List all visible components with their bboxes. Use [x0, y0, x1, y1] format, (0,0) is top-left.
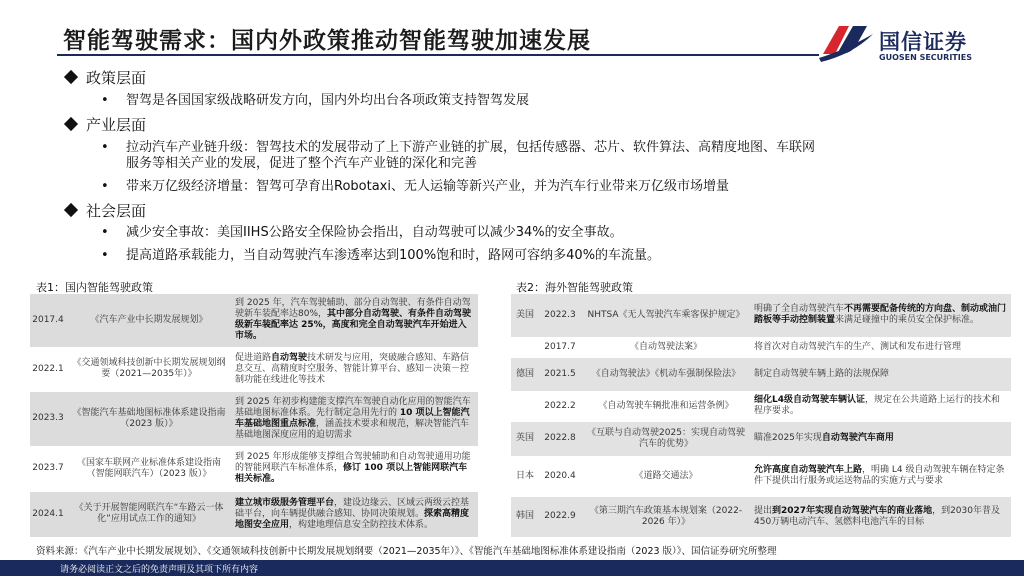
country — [511, 391, 539, 421]
description-bold-run: 不再需要配备传统的方向盘、制动或油门踏板等手动控制装置 — [754, 304, 1007, 326]
policy-name: 《关于开展智能网联汽车“车路云一体化”应用试点工作的通知》 — [66, 491, 232, 537]
description-run: ，明确 L4 级自动驾驶车辆在特定条件下提供出行服务或运送物品的实施方式与要求 — [754, 465, 1005, 486]
table2-caption: 表2：海外智能驾驶政策 — [516, 281, 633, 294]
overseas-policy-table — [511, 294, 1011, 538]
description-bold-run: 自动驾驶 — [271, 352, 308, 363]
policy-description — [751, 337, 1011, 357]
description-bold-run: 探索高精度地图安全应用 — [235, 508, 470, 530]
bullet-dot: • — [101, 225, 109, 240]
country: 美国 — [511, 294, 539, 337]
title-divider — [57, 54, 819, 56]
description-run: 瞄准2025年实现 — [754, 433, 822, 443]
section-heading-text: 社会层面 — [86, 202, 147, 220]
policy-description — [232, 391, 478, 446]
bullet-dot: • — [101, 140, 109, 155]
country — [511, 337, 539, 357]
policy-year: 2022.1 — [30, 347, 66, 391]
diamond-bullet-icon — [64, 203, 78, 217]
table-row — [30, 446, 478, 491]
country: 日本 — [511, 456, 539, 496]
description-bold-run: 到2027年实现自动驾驶汽车的商业落地 — [772, 505, 933, 516]
description-bold-run: 自动驾驶汽车商用 — [821, 433, 894, 443]
policy-year: 2017.4 — [30, 294, 66, 347]
bullet-text: 智驾是各国国家级战略研发方向，国内外均出台各项政策支持智驾发展 — [126, 93, 530, 108]
description-bold-run: 允许高度自动驾驶汽车上路 — [754, 465, 863, 475]
section-heading-text: 产业层面 — [86, 116, 147, 134]
description-run: ，到2030年普及450万辆电动汽车、氢燃料电池汽车的目标 — [754, 505, 1000, 527]
guosen-logo-icon — [817, 20, 875, 66]
description-bold-run: 细化L4级自动驾驶车辆认证 — [754, 395, 865, 405]
table-row — [30, 294, 478, 347]
policy-name: 《自动驾驶车辆批准和运营条例》 — [581, 391, 751, 421]
policy-description — [232, 347, 478, 391]
policy-name: 《第三期汽车政策基本规划案（2022-2026 年）》 — [581, 496, 751, 537]
policy-name: 《智能汽车基础地图标准体系建设指南（2023 版）》 — [66, 391, 232, 446]
policy-description — [751, 421, 1011, 456]
table1-caption: 表1：国内智能驾驶政策 — [36, 281, 153, 294]
description-run: ，涵盖技术要求和规范，解决智能汽车基础地图深度应用的迫切需求 — [235, 418, 470, 440]
description-run: ，构建地理信息安全防控技术体系。 — [289, 519, 434, 530]
policy-year: 2022.3 — [539, 294, 581, 337]
description-bold-run: 修订 100 项以上智能网联汽车相关标准。 — [235, 463, 468, 484]
description-run: 到 2025 年，汽车驾驶辅助、部分自动驾驶、有条件自动驾驶新车装配率达80%， — [235, 298, 471, 320]
policy-description — [751, 496, 1011, 537]
country: 韩国 — [511, 496, 539, 537]
table-row — [30, 491, 478, 537]
policy-name: 《道路交通法》 — [581, 456, 751, 496]
policy-description — [751, 357, 1011, 391]
policy-name: 《互联与自动驾驶2025：实现自动驾驶汽车的优势》 — [581, 421, 751, 456]
diamond-bullet-icon — [64, 70, 78, 84]
policy-description — [232, 491, 478, 537]
table-row — [511, 357, 1011, 391]
policy-description — [751, 391, 1011, 421]
description-bold-run: 建立城市级服务管理平台 — [235, 497, 335, 508]
disclaimer-text: 请务必阅读正文之后的免责声明及其项下所有内容 — [60, 565, 259, 575]
bullet-text: 带来万亿级经济增量：智驾可孕育出Robotaxi、无人运输等新兴产业，并为汽车行业带来万亿级市场增量 — [126, 179, 729, 194]
policy-year: 2017.7 — [539, 337, 581, 357]
company-logo — [817, 20, 987, 70]
policy-year: 2020.4 — [539, 456, 581, 496]
data-source-note: 资料来源：《汽车产业中长期发展规划》、《交通领域科技创新中长期发展规划纲要（2021—2035年）》、《智能汽车基础地图标准体系建设指南（2023 版）》、国信证券研究所整理 — [36, 546, 777, 557]
section-heading-text: 政策层面 — [86, 69, 147, 87]
description-run: 促进道路 — [235, 352, 272, 363]
policy-description — [751, 456, 1011, 496]
logo-chinese-name: 国信证券 — [879, 30, 967, 54]
table-row — [511, 391, 1011, 421]
description-bold-run: 10 项以上智能汽车基础地图重点标准 — [235, 407, 470, 429]
policy-year: 2022.2 — [539, 391, 581, 421]
bullet-text: 服务等相关产业的发展，促进了整个汽车产业链的深化和完善 — [126, 156, 478, 171]
policy-year: 2024.1 — [30, 491, 66, 537]
table-row — [511, 421, 1011, 456]
description-run: 制定自动驾驶车辆上路的法规保障 — [754, 368, 890, 379]
section-heading-industry — [66, 114, 146, 135]
bullet-text: 减少安全事故：美国IIHS公路安全保险协会指出，自动驾驶可以减少34%的安全事故。 — [126, 225, 623, 240]
footer-bar — [0, 560, 1024, 576]
bullet-text: 提高道路承载能力，当自动驾驶汽车渗透率达到100%饱和时，路网可容纳多40%的车流量。 — [126, 248, 661, 263]
description-bold-run: 其中部分自动驾驶、有条件自动驾驶级新车装配率达 25%，高度和完全自动驾驶汽车开始进入市场。 — [235, 309, 472, 342]
country: 德国 — [511, 357, 539, 391]
section-heading-society — [66, 200, 146, 221]
policy-year: 2022.9 — [539, 496, 581, 537]
bullet-text: 拉动汽车产业链升级：智驾技术的发展带动了上下游产业链的扩展，包括传感器、芯片、软件算法、高精度地图、车联网 — [126, 140, 816, 155]
policy-description — [751, 294, 1011, 337]
description-run: 来满足碰撞中的乘员安全保护标准。 — [835, 315, 980, 326]
description-run: 提出 — [754, 505, 773, 516]
bullet-dot: • — [101, 179, 109, 194]
description-run: 将首次对自动驾驶汽车的生产、测试和发布进行管理 — [754, 341, 962, 352]
description-run: 明确了全自动驾驶汽车 — [754, 304, 845, 315]
table-row — [511, 456, 1011, 496]
policy-name: NHTSA《无人驾驶汽车乘客保护规定》 — [581, 294, 751, 337]
description-run: 到 2025 年形成能够支撑组合驾驶辅助和自动驾驶通用功能的智能网联汽车标准体系， — [235, 452, 471, 473]
description-run: 技术研发与应用，突破融合感知、车路信息交互、高精度时空服务、智能计算平台、感知－决策－控制功能在线进化等技术 — [235, 352, 470, 385]
policy-description — [232, 446, 478, 491]
logo-english-name: GUOSEN SECURITIES — [879, 53, 972, 62]
description-run: ，规定在公共道路上运行的技术和程序要求。 — [754, 395, 1001, 416]
section-heading-policy — [66, 67, 146, 88]
page-title: 智能驾驶需求：国内外政策推动智能驾驶加速发展 — [63, 28, 591, 54]
diamond-bullet-icon — [64, 117, 78, 131]
description-run: 到 2025 年初步构建能支撑汽车驾驶自动化应用的智能汽车基础地图标准体系。先行制定急用先行的 — [235, 396, 471, 418]
table-row — [30, 391, 478, 446]
bullet-dot: • — [101, 248, 109, 263]
table-row — [511, 337, 1011, 357]
policy-description — [232, 294, 478, 347]
policy-year: 2023.7 — [30, 446, 66, 491]
domestic-policy-table — [30, 294, 478, 538]
bullet-dot: • — [101, 93, 109, 108]
policy-name: 《自动驾驶法》《机动车强制保险法》 — [581, 357, 751, 391]
country: 英国 — [511, 421, 539, 456]
table-row — [511, 496, 1011, 537]
policy-year: 2023.3 — [30, 391, 66, 446]
description-run: ，建设边缘云、区域云两级云控基础平台，向车辆提供融合感知、协同决策规划。 — [235, 497, 470, 519]
policy-name: 《交通领域科技创新中长期发展规划纲要（2021—2035年）》 — [66, 347, 232, 391]
policy-name: 《自动驾驶法案》 — [581, 337, 751, 357]
policy-name: 《汽车产业中长期发展规划》 — [66, 294, 232, 347]
policy-year: 2021.5 — [539, 357, 581, 391]
policy-year: 2022.8 — [539, 421, 581, 456]
table-row — [511, 294, 1011, 337]
policy-name: 《国家车联网产业标准体系建设指南（智能网联汽车）（2023 版）》 — [66, 446, 232, 491]
table-row — [30, 347, 478, 391]
